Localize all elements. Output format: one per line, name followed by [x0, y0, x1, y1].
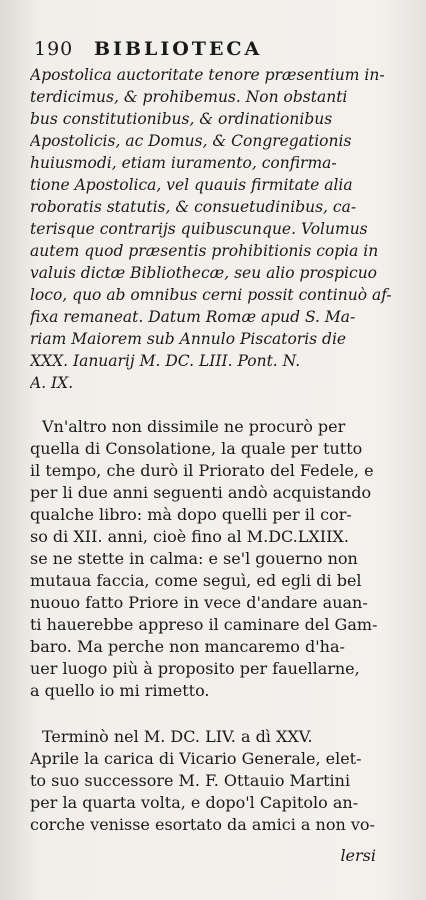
catchword: lersi	[340, 846, 376, 865]
text-line: nuouo fatto Priore in vece d'andare auan-	[30, 593, 368, 612]
text-line: uer luogo più à proposito per fauellarne,	[30, 659, 360, 678]
text-line: Vn'altro non dissimile ne procurò per	[42, 417, 346, 436]
text-line: Aprile la carica di Vicario Generale, elet-	[30, 749, 362, 768]
page-number: 190	[34, 38, 74, 60]
text-line: fixa remaneat. Datum Romæ apud S. Ma-	[30, 308, 356, 326]
text-line: riam Maiorem sub Annulo Piscatoris die	[30, 330, 347, 348]
text-line: so di XII. anni, cioè fino al M.DC.LXIIX.	[30, 527, 349, 546]
text-line: baro. Ma perche non mancaremo d'ha-	[30, 637, 345, 656]
page-header	[34, 38, 394, 60]
text-line: quella di Consolatione, la quale per tutto	[30, 439, 363, 458]
text-line: loco, quo ab omnibus cerni possit continuò af-	[30, 286, 392, 304]
text-line: corche venisse esortato da amici a non vo-	[30, 815, 375, 834]
text-line: terdicimus, & prohibemus. Non obstanti	[30, 88, 348, 106]
text-line: bus constitutionibus, & ordinationibus	[30, 110, 333, 128]
text-line: a quello io mi rimetto.	[30, 681, 210, 700]
paragraph-vicario	[30, 726, 408, 836]
text-line: qualche libro: mà dopo quelli per il cor-	[30, 505, 352, 524]
text-line: autem quod præsentis prohibitionis copia in	[30, 242, 379, 260]
text-line: se ne stette in calma: e se'l gouerno non	[30, 549, 358, 568]
text-line: mutaua faccia, come seguì, ed egli di bel	[30, 571, 362, 590]
text-line: il tempo, che durò il Priorato del Fedele, e	[30, 461, 374, 480]
text-line: terisque contrarijs quibuscunque. Volumus	[30, 220, 368, 238]
text-line: Apostolica auctoritate tenore præsentium in-	[30, 66, 385, 84]
text-line: per li due anni seguenti andò acquistando	[30, 483, 372, 502]
text-line: A. IX.	[30, 374, 74, 392]
paragraph-consolatione	[30, 416, 408, 702]
text-line: per la quarta volta, e dopo'l Capitolo an-	[30, 793, 359, 812]
text-line: ti hauerebbe appreso il caminare del Gam-	[30, 615, 378, 634]
text-line: roboratis statutis, & consuetudinibus, ca-	[30, 198, 357, 216]
latin-brief-text	[30, 64, 408, 394]
text-line: XXX. Ianuarij M. DC. LIII. Pont. N.	[30, 352, 301, 370]
text-line: tione Apostolica, vel quauis firmitate alia	[30, 176, 353, 194]
text-line: Apostolicis, ac Domus, & Congregationis	[30, 132, 352, 150]
text-line: to suo successore M. F. Ottauio Martini	[30, 771, 351, 790]
text-line: Terminò nel M. DC. LIV. a dì XXV.	[42, 727, 313, 746]
text-line: huiusmodi, etiam iuramento, confirma-	[30, 154, 337, 172]
text-line: valuis dictæ Bibliothecæ, seu alio prospicuo	[30, 264, 378, 282]
running-head: BIBLIOTECA	[94, 38, 263, 60]
